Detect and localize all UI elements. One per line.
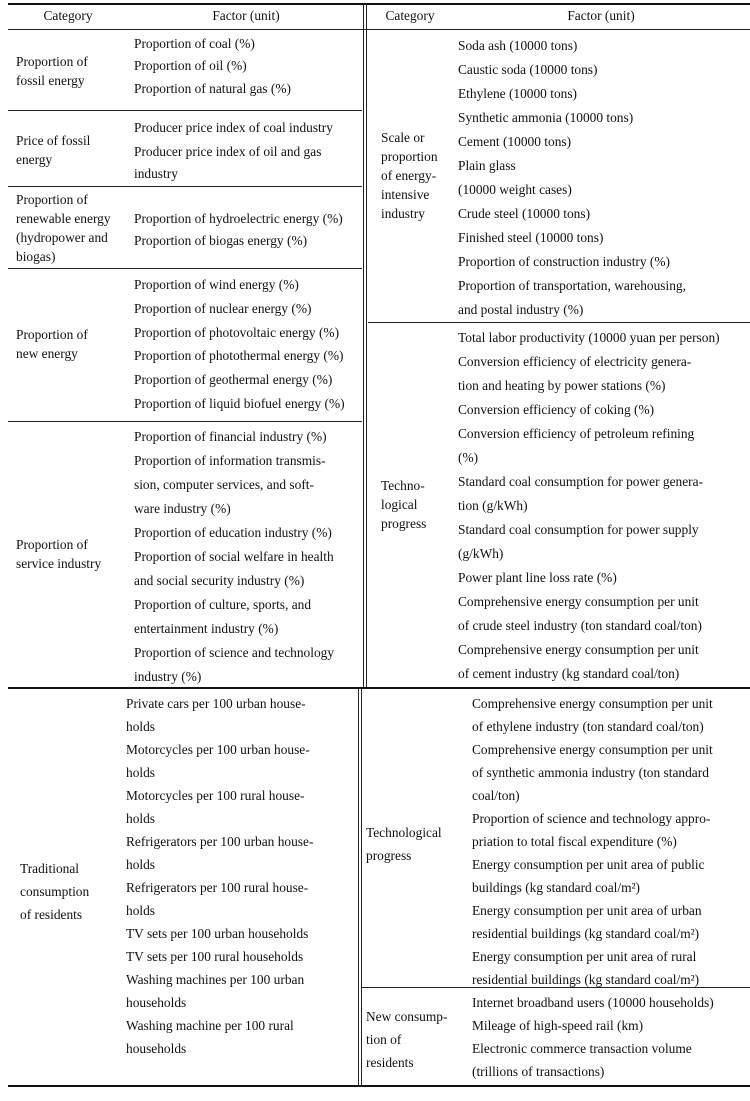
bottom-rule	[8, 1085, 750, 1087]
factor-item: Internet broadband users (10000 households)	[472, 995, 714, 1010]
factor-item: Proportion of hydroelectric energy (%)	[134, 211, 343, 226]
factor-item: (g/kWh)	[458, 546, 504, 561]
factor-item: Proportion of nuclear energy (%)	[134, 300, 312, 316]
factor-list-energy-intensive	[458, 34, 686, 322]
factor-item: of synthetic ammonia industry (ton standard	[472, 765, 709, 780]
factor-item: Proportion of social welfare in health	[134, 549, 334, 564]
factor-item: Private cars per 100 urban house-	[126, 696, 306, 711]
factor-item: Comprehensive energy consumption per unit	[458, 594, 699, 609]
factor-item: industry (%)	[134, 669, 202, 684]
factor-item: sion, computer services, and soft-	[134, 477, 314, 492]
factor-item: Producer price index of coal industry	[134, 120, 333, 135]
factor-item: industry	[134, 166, 178, 182]
factor-item: Proportion of transportation, warehousing,	[458, 278, 686, 293]
factor-item: Proportion of liquid biofuel energy (%)	[134, 395, 345, 411]
lower-divider	[358, 688, 362, 1085]
factor-item: TV sets per 100 urban households	[126, 926, 309, 941]
factor-item: Electronic commerce transaction volume	[472, 1041, 692, 1056]
header-left-factor: Factor (unit)	[212, 8, 280, 23]
factor-list-fossil-proportion	[134, 33, 291, 100]
factor-item: Producer price index of oil and gas	[134, 144, 322, 159]
rule-right-1	[368, 322, 750, 323]
factor-item: Standard coal consumption for power genera-	[458, 474, 704, 489]
factor-item: Washing machines per 100 urban	[126, 972, 305, 987]
factor-item: Proportion of photothermal energy (%)	[134, 348, 344, 364]
category-service-industry: Proportion of service industry	[16, 537, 102, 571]
factor-item: Crude steel (10000 tons)	[458, 206, 591, 221]
factor-item: Washing machine per 100 rural	[126, 1018, 294, 1033]
rule-left-2	[8, 186, 362, 187]
factor-item: holds	[126, 719, 156, 734]
category-fossil-price: Price of fossil energy	[16, 133, 91, 167]
factor-item: holds	[126, 903, 156, 918]
factor-item: Motorcycles per 100 urban house-	[126, 742, 310, 757]
factor-item: holds	[126, 811, 156, 826]
factor-item: (10000 weight cases)	[458, 182, 572, 197]
category-traditional-consumption: Traditional consumption of residents	[20, 861, 90, 922]
factor-item: Comprehensive energy consumption per unit	[458, 642, 699, 657]
factor-item: tion and heating by power stations (%)	[458, 378, 666, 393]
category-tech-progress-upper: Techno- logical progress	[381, 478, 427, 531]
factor-item: Proportion of coal (%)	[134, 36, 255, 51]
factor-item: Conversion efficiency of petroleum refining	[458, 426, 695, 441]
category-tech-progress-lower: Technological progress	[366, 825, 442, 863]
factor-item: Proportion of oil (%)	[134, 58, 247, 74]
factor-item: Energy consumption per unit area of public	[472, 857, 705, 872]
factor-item: residential buildings (kg standard coal/m²)	[472, 972, 700, 987]
factor-item: Conversion efficiency of coking (%)	[458, 402, 655, 417]
top-rule	[8, 3, 750, 5]
factor-item: Refrigerators per 100 rural house-	[126, 880, 309, 895]
factor-item: Soda ash (10000 tons)	[458, 38, 578, 53]
factor-item: Cement (10000 tons)	[458, 134, 572, 149]
factor-item: holds	[126, 857, 156, 872]
factor-item: priation to total fiscal expenditure (%)	[472, 834, 677, 849]
factor-item: Conversion efficiency of electricity genera-	[458, 354, 692, 369]
factor-item: Proportion of wind energy (%)	[134, 277, 299, 292]
factor-list-tech-progress-upper	[458, 326, 720, 686]
factor-item: of cement industry (kg standard coal/ton)	[458, 666, 680, 681]
rule-left-3	[8, 268, 362, 269]
factor-item: Energy consumption per unit area of urban	[472, 903, 702, 918]
factor-item: households	[126, 995, 187, 1010]
factor-list-new-energy	[134, 273, 345, 416]
factor-item: Comprehensive energy consumption per unit	[472, 742, 713, 757]
factor-item: Energy consumption per unit area of rural	[472, 949, 697, 964]
category-new-consumption: New consump- tion of residents	[366, 1009, 448, 1070]
factor-item: Ethylene (10000 tons)	[458, 86, 578, 101]
factor-item: and social security industry (%)	[134, 573, 305, 588]
factor-item: holds	[126, 765, 156, 780]
factor-item: (%)	[458, 450, 479, 465]
factor-item: Proportion of culture, sports, and	[134, 597, 312, 612]
factor-item: Proportion of natural gas (%)	[134, 80, 291, 96]
factor-item: Proportion of financial industry (%)	[134, 429, 327, 444]
category-energy-intensive: Scale or proportion of energy- intensive industry	[381, 130, 438, 221]
rule-left-4	[8, 421, 362, 422]
factor-item: Refrigerators per 100 urban house-	[126, 834, 314, 849]
factor-item: of ethylene industry (ton standard coal/ton)	[472, 719, 704, 734]
factor-item: Comprehensive energy consumption per unit	[472, 696, 713, 711]
factor-item: and postal industry (%)	[458, 302, 584, 317]
factor-item: Proportion of geothermal energy (%)	[134, 372, 333, 388]
header-right-factor: Factor (unit)	[567, 8, 635, 23]
category-new-energy: Proportion of new energy	[16, 327, 88, 361]
category-fossil-proportion: Proportion of fossil energy	[16, 54, 88, 88]
header-left-category: Category	[43, 8, 93, 23]
factor-item: Standard coal consumption for power supply	[458, 522, 699, 537]
factor-item: Power plant line loss rate (%)	[458, 570, 617, 585]
factor-list-service-industry	[134, 425, 334, 689]
factor-item: buildings (kg standard coal/m²)	[472, 880, 641, 895]
factor-item: Mileage of high-speed rail (km)	[472, 1018, 644, 1033]
factor-list-renewable	[134, 208, 343, 253]
factor-item: Total labor productivity (10000 yuan per person)	[458, 330, 720, 345]
factor-item: Proportion of construction industry (%)	[458, 254, 670, 269]
factor-item: households	[126, 1041, 187, 1056]
factor-item: residential buildings (kg standard coal/m²)	[472, 926, 700, 941]
factor-item: Motorcycles per 100 rural house-	[126, 788, 305, 803]
factor-item: Synthetic ammonia (10000 tons)	[458, 110, 634, 125]
factor-list-new-consumption	[472, 991, 714, 1083]
factor-list-fossil-price	[134, 115, 333, 186]
factor-item: coal/ton)	[472, 788, 520, 803]
header-rule	[8, 29, 750, 30]
factor-item: tion (g/kWh)	[458, 498, 528, 513]
category-renewable: Proportion of renewable energy (hydropower and biogas)	[16, 192, 111, 264]
middle-rule	[8, 687, 750, 689]
factor-item: Caustic soda (10000 tons)	[458, 62, 598, 77]
factor-item: Proportion of biogas energy (%)	[134, 233, 308, 249]
header-right-category: Category	[385, 8, 435, 23]
factor-item: Proportion of science and technology appro-	[472, 811, 711, 826]
factor-item: (trillions of transactions)	[472, 1064, 605, 1079]
rule-left-1	[8, 110, 362, 111]
upper-divider	[363, 3, 367, 687]
factor-list-traditional-consumption	[126, 692, 313, 1060]
factor-item: Finished steel (10000 tons)	[458, 230, 604, 245]
factor-list-tech-progress-lower	[472, 692, 713, 991]
factor-item: Proportion of photovoltaic energy (%)	[134, 324, 340, 340]
factor-item: TV sets per 100 rural households	[126, 949, 304, 964]
factor-item: Proportion of science and technology	[134, 645, 335, 660]
factor-item: Plain glass	[458, 158, 516, 173]
factor-item: ware industry (%)	[134, 501, 231, 516]
factor-item: entertainment industry (%)	[134, 621, 279, 636]
factor-item: Proportion of information transmis-	[134, 453, 326, 468]
factor-item: Proportion of education industry (%)	[134, 525, 332, 540]
factor-item: of crude steel industry (ton standard coal/ton)	[458, 618, 702, 633]
